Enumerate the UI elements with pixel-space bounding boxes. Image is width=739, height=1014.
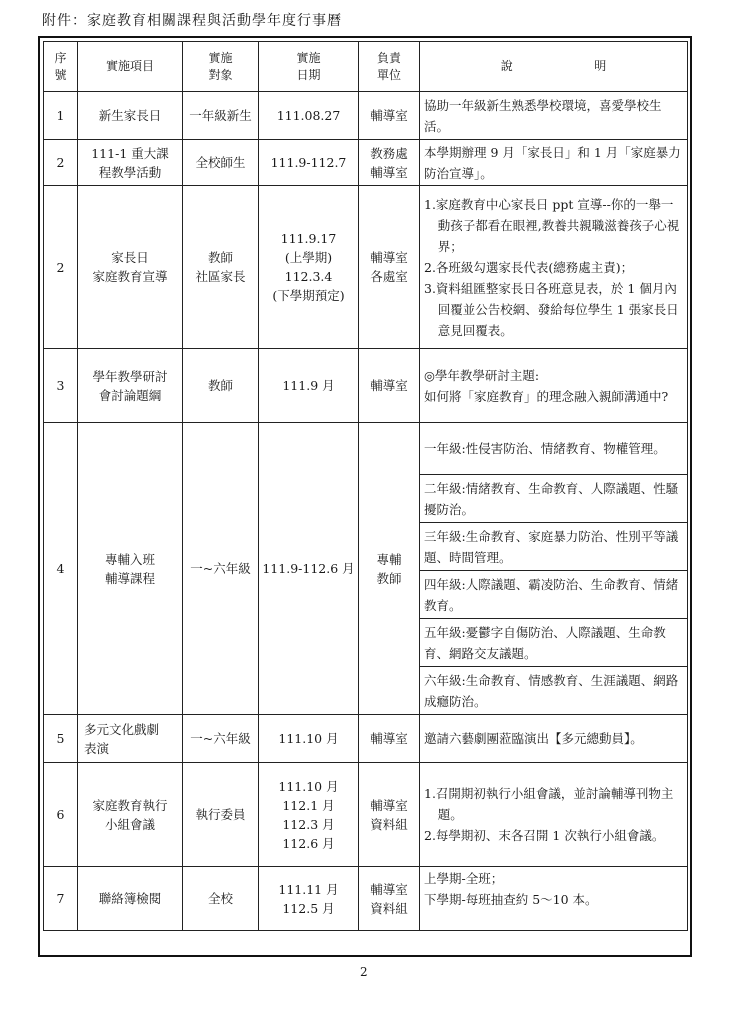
row-unit: 教務處 輔導室 [359,140,420,186]
grade-topic-item: 六年級:生命教育、情感教育、生涯議題、網路成癮防治。 [420,667,688,715]
row-date: 111.9 月 [259,349,359,423]
grade-topic-item: 二年級:情緒教育、生命教育、人際議題、性騷擾防治。 [420,475,688,523]
row-seq: 6 [44,763,78,867]
page-number: 2 [360,965,368,979]
table-row [44,715,688,763]
row-seq: 3 [44,349,78,423]
document-title: 附件：家庭教育相關課程與活動學年度行事曆 [42,13,342,29]
row-target: 執行委員 [183,763,259,867]
row-unit: 輔導室 [359,92,420,140]
header-target: 實施 對象 [183,42,259,92]
row-item: 專輔入班 輔導課程 [78,423,183,715]
grade-topic-item: 四年級:人際議題、霸凌防治、生命教育、情緒教育。 [420,571,688,619]
row-target: 全校 [183,867,259,931]
row-description: 1.召開期初執行小組會議，並討論輔導刊物主題。 2.每學期初、末各召開 1 次執行小組會議。 [420,763,688,867]
row-date: 111.9-112.6 月 [259,423,359,715]
row-date: 111.11 月 112.5 月 [259,867,359,931]
header-item: 實施項目 [78,42,183,92]
row-target: 一~六年級 [183,423,259,715]
row-seq: 2 [44,186,78,349]
row-target: 一~六年級 [183,715,259,763]
row-target: 教師 社區家長 [183,186,259,349]
row-unit: 輔導室 [359,715,420,763]
row-date: 111.10 月 [259,715,359,763]
table-row [44,186,688,349]
row-target: 一年級新生 [183,92,259,140]
table-header-row [44,42,688,92]
row-description: 1.家庭教育中心家長日 ppt 宣導--你的一舉一動孩子都看在眼裡,教養共親職滋養孩子心視界； 2.各班級勾選家長代表(總務處主責)； 3.資料組匯整家長日各班意見表，於 1 個月內回覆並公告校網、發給每位學生 1 張家長日意見回覆表。 [420,186,688,349]
row-seq: 1 [44,92,78,140]
row-description: 邀請六藝劇團蒞臨演出【多元總動員】。 [420,715,688,763]
table-row [44,349,688,423]
row-item: 多元文化戲劇 表演 [78,715,183,763]
row-target: 教師 [183,349,259,423]
row-unit: 輔導室 [359,349,420,423]
table-row [44,92,688,140]
row-date: 111.9.17 (上學期) 112.3.4 (下學期預定) [259,186,359,349]
row-unit: 輔導室 資料組 [359,763,420,867]
grade-topic-item: 三年級:生命教育、家庭暴力防治、性別平等議題、時間管理。 [420,523,688,571]
row-seq: 7 [44,867,78,931]
row-date: 111.10 月 112.1 月 112.3 月 112.6 月 [259,763,359,867]
table-row [44,140,688,186]
row-description: 本學期辦理 9 月「家長日」和 1 月「家庭暴力防治宣導」。 [420,140,688,186]
header-seq: 序 號 [44,42,78,92]
schedule-table [43,41,688,931]
row-item: 家長日 家庭教育宣導 [78,186,183,349]
row-seq: 2 [44,140,78,186]
row-date: 111.08.27 [259,92,359,140]
row-item: 家庭教育執行 小組會議 [78,763,183,867]
header-date: 實施 日期 [259,42,359,92]
row-description: ◎學年教學研討主題: 如何將「家庭教育」的理念融入親師溝通中? [420,349,688,423]
row-target: 全校師生 [183,140,259,186]
row-description: 協助一年級新生熟悉學校環境，喜愛學校生活。 [420,92,688,140]
table-row [44,867,688,931]
table-row [44,763,688,867]
row-unit: 輔導室 資料組 [359,867,420,931]
header-unit: 負責 單位 [359,42,420,92]
row-unit: 輔導室 各處室 [359,186,420,349]
row-item: 111-1 重大課 程教學活動 [78,140,183,186]
row-item: 聯絡簿檢閱 [78,867,183,931]
row-item: 新生家長日 [78,92,183,140]
row-date: 111.9-112.7 [259,140,359,186]
row-seq: 5 [44,715,78,763]
table-row [44,423,688,475]
grade-topic-item: 五年級:憂鬱字自傷防治、人際議題、生命教育、網路交友議題。 [420,619,688,667]
grade-topic-item: 一年級:性侵害防治、情緒教育、物權管理。 [420,423,688,475]
row-unit: 專輔 教師 [359,423,420,715]
header-description: 說 明 [420,42,688,92]
row-description: 上學期-全班； 下學期-每班抽查約 5～10 本。 [420,867,688,931]
row-seq: 4 [44,423,78,715]
row-item: 學年教學研討 會討論題綱 [78,349,183,423]
